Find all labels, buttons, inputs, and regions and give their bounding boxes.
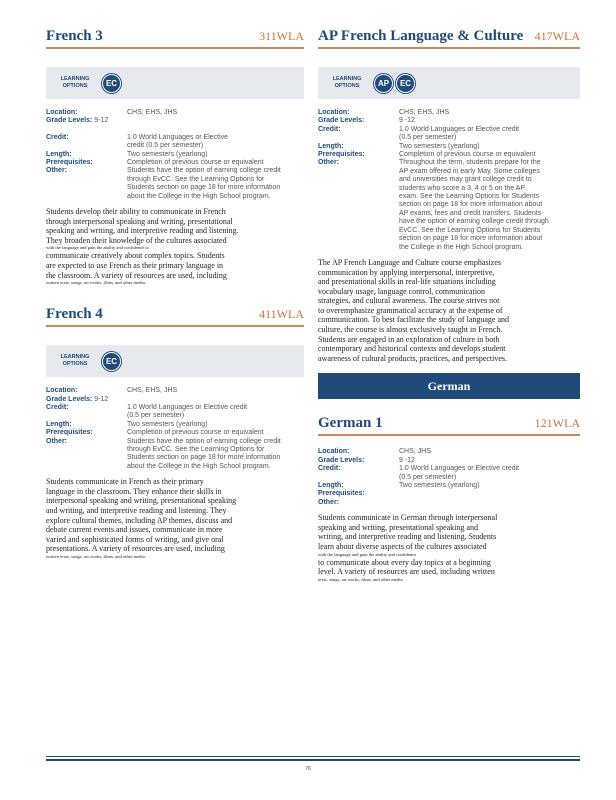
location-value: CHS, EHS, JHS [399, 109, 450, 116]
other-label: Other: [46, 437, 67, 445]
college-credit-badge-icon: EC [102, 352, 121, 371]
credit-value: 1.0 World Languages or Elective credit (0.5 per semester) [399, 125, 520, 142]
grade-levels-label: Grade Levels: 9-12 [46, 395, 109, 403]
course-title: French 4 [46, 306, 103, 323]
prerequisites-label: Prerequisites: [318, 490, 365, 498]
course-header [46, 306, 304, 327]
prerequisites-value: Completion of previous course or equivalent [399, 151, 536, 159]
course-french-4 [46, 306, 304, 560]
course-german-1 [318, 415, 580, 582]
course-header [318, 28, 580, 49]
other-value: Students have the option of earning college credit through EvCC. See the Learning Options for Students section on page 18 for more information about the College in the High School program. [127, 437, 281, 470]
course-code: 121WLA [534, 416, 580, 431]
prerequisites-label: Prerequisites: [318, 151, 365, 159]
footer-rule [46, 756, 580, 761]
section-header-german: German [318, 373, 580, 399]
course-description: Students communicate in French as their primary language in the classroom. They enhance their skills in interpersonal speaking and writing, presentational speaking and writing, and interpretive reading and listening. They explore cultural themes, including AP themes, discuss and debate current events and issues, communicate in more varied and sophisticated forms of writing, and give oral presentations. A variety of resources are used, including written texts, songs, art works, films, and other media. [46, 477, 237, 560]
course-description: Students communicate in German through interpersonal speaking and writing, presentational speaking and writing, and interpretive reading and listening. Students learn about diverse aspects of the cultures associated with the language and gain the ability and confidence to communicate about every day topics at a beginning level. A variety of resources are used, including written texts, songs, art works, films, and other media. [318, 513, 498, 582]
prerequisites-value: Completion of previous course or equivalent [127, 429, 264, 437]
course-info [318, 109, 580, 252]
course-info [46, 387, 304, 471]
learning-options-box [46, 67, 304, 99]
grade-levels-value: 9 -12 [399, 117, 415, 125]
length-value: Two semesters (yearlong) [399, 482, 480, 490]
course-description: Students develop their ability to communicate in French through interpersonal speaking and writing, presentational speaking and writing, and interpretive reading and listening. They broaden their knowledge of the cultures associated with the language and gain the ability and confidence to communicate creatively about complex topics. Students are expected to use French as their primary language in the classroom. A variety of resources are used, including written texts, songs, art works, films, and other media. [46, 207, 239, 286]
length-label: Length: [46, 150, 72, 158]
other-value [399, 499, 580, 507]
course-code: 411WLA [259, 307, 304, 322]
page-number: 76 [305, 766, 311, 772]
credit-label: Credit: [46, 404, 69, 412]
learning-options-label: LEARNING OPTIONS [60, 76, 90, 89]
grade-levels-label: Grade Levels: [318, 117, 365, 125]
length-value: Two semesters (yearlong) [127, 420, 208, 428]
learning-options-label: LEARNING OPTIONS [332, 76, 362, 89]
left-column [46, 28, 304, 560]
prerequisites-value [399, 490, 580, 498]
course-header [318, 415, 580, 436]
other-label: Other: [46, 167, 67, 175]
location-value: CHS, EHS, JHS [127, 387, 178, 395]
course-info [46, 109, 304, 201]
location-label: Location: [46, 387, 78, 395]
course-ap-french [318, 28, 580, 363]
course-description: The AP French Language and Culture course emphasizes communication by applying interpersonal, interpretive, and presentational skills in real-life situations including vocabulary usage, language control, communication strategies, and cultural awareness. The course strives not to overemphasize grammatical accuracy at the expense of communication. To best facilitate the study of language and culture, the course is almost exclusively taught in French. Students are engaged in an exploration of culture in both contemporary and historical contexts and develops student awareness of cultural products, practices, and perspectives. [318, 257, 510, 363]
credit-value: 1.0 World Languages or Elective credit (0.5 per semester) [127, 404, 248, 420]
learning-options-box [318, 67, 580, 99]
location-label: Location: [318, 448, 350, 456]
course-header [46, 28, 304, 49]
course-code: 417WLA [534, 29, 580, 43]
course-code: 311WLA [259, 29, 304, 43]
college-credit-badge-icon: EC [102, 74, 121, 93]
other-label: Other: [318, 159, 339, 167]
course-info [318, 448, 580, 507]
length-value: Two semesters (yearlong) [127, 150, 208, 158]
prerequisites-label: Prerequisites: [46, 159, 93, 167]
other-value: Students have the option of earning college credit through EvCC. See the Learning Options for Students section on page 18 for more information about the College in the High School program. [127, 167, 281, 200]
grade-levels-value: 9-12 [94, 395, 109, 403]
location-label: Location: [318, 109, 350, 116]
course-title: German 1 [318, 415, 383, 432]
learning-options-label: LEARNING OPTIONS [60, 354, 90, 368]
credit-label: Credit: [318, 465, 341, 473]
location-value: CHS, JHS [399, 448, 431, 456]
prerequisites-label: Prerequisites: [46, 429, 93, 437]
credit-label: Credit: [318, 125, 341, 133]
grade-levels-value: 9 -12 [399, 456, 415, 464]
grade-levels-label: Grade Levels: [318, 456, 365, 464]
grade-levels-value: 9-12 [94, 117, 109, 125]
credit-label: Credit: [46, 133, 69, 141]
location-label: Location: [46, 109, 78, 116]
length-label: Length: [318, 482, 344, 490]
length-value: Two semesters (yearlong) [399, 142, 480, 150]
other-value: Throughout the term, students prepare for the AP exam offered in early May. Some colleges and universities may grant college credit to students who score a 3, 4 or 5 on the AP exam. See the Learning Options for Students section on page 18 for more information about AP exams, fees and credit transfers. Students have the option of earning college credit through EvCC. See the Learning Options for Students section on page 18 for more information about the College in the High School program. [399, 159, 549, 251]
credit-value: 1.0 World Languages or Elective credit (0.5 per semester) [399, 465, 520, 481]
course-title: French 3 [46, 28, 103, 44]
length-label: Length: [318, 142, 344, 150]
credit-value: 1.0 World Languages or Elective credit (0.5 per semester) [127, 133, 229, 150]
location-value: CHS, EHS, JHS [127, 109, 178, 116]
right-column [318, 28, 580, 583]
grade-levels-label: Grade Levels: 9-12 [46, 117, 109, 125]
other-label: Other: [318, 498, 339, 506]
prerequisites-value: Completion of previous course or equivalent [127, 159, 264, 167]
course-title: AP French Language & Culture [318, 28, 524, 44]
length-label: Length: [46, 420, 72, 428]
course-french-3 [46, 28, 304, 286]
ap-badge-icon: AP [374, 74, 393, 93]
learning-options-box [46, 345, 304, 377]
college-credit-badge-icon: EC [396, 74, 415, 93]
